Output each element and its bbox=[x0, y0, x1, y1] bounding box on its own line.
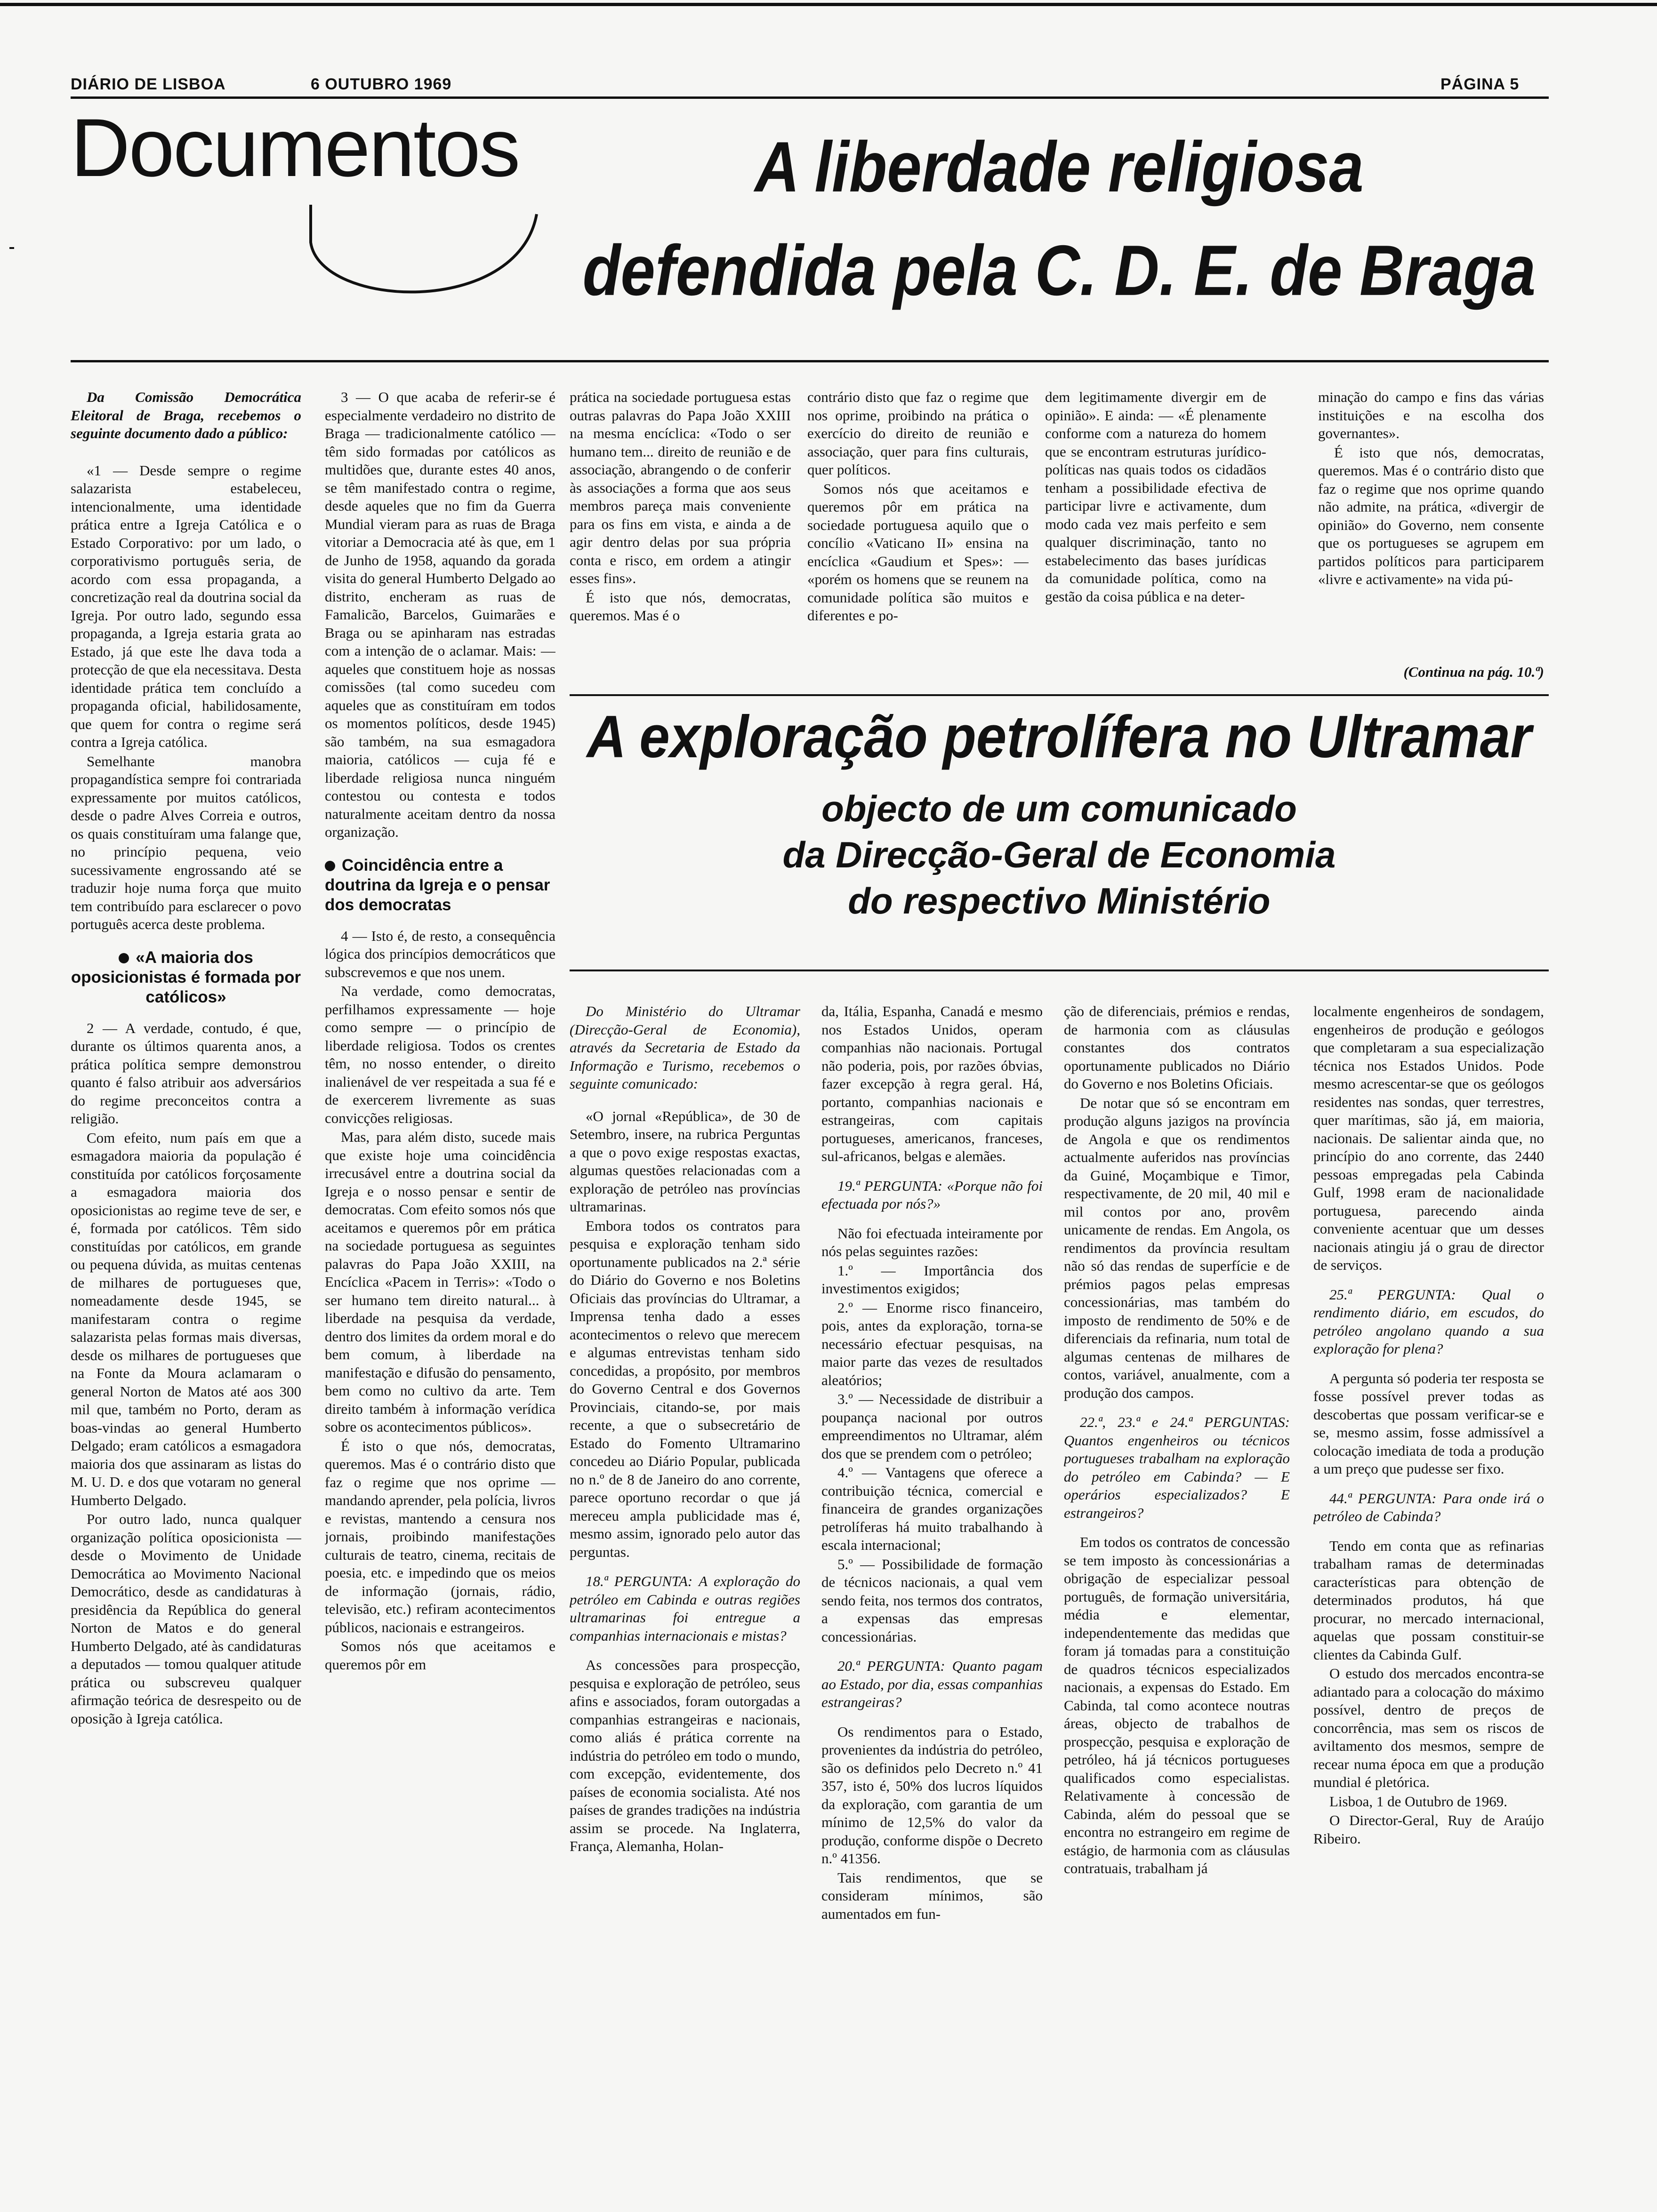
paragraph: da, Itália, Espanha, Canadá e mesmo nos Estados Unidos, operam companhias não nacionais. Portugal não poderia, pois, por razões óbvias, fazer excepção à regra geral. Há, portanto, companhias nacionais e estrangeiras, com capitais portugueses, americanos, franceses, sul-africanos, belgas e alemães. bbox=[821, 1003, 1043, 1164]
article1-column6 bbox=[1318, 388, 1544, 661]
paragraph: Lisboa, 1 de Outubro de 1969. bbox=[1329, 1793, 1507, 1810]
paragraph: dem legitimamente divergir em de opinião». E ainda: — «É plenamente conforme com a natureza do homem que se encontram estruturas jurídico-políticas nas quais todos os cidadãos tenham a possibilidade efectiva de participar livre e activamente, dum modo cada vez mais perfeito e sem qualquer discriminação, tanto no estabelecimento das bases jurídicas da comunidade política, como na gestão da coisa pública e na deter- bbox=[1045, 389, 1266, 605]
paper-name: DIÁRIO DE LISBOA bbox=[71, 75, 226, 93]
article1-column3 bbox=[570, 388, 791, 687]
paragraph: É isto que nós, democratas, queremos. Mas é o contrário disto que faz o regime que nos oprime quando não admite, na prática, «divergir de opinião» do Governo, nem consente que os portugueses se agrupem em partidos políticos para participarem «livre e activamente» na vida pú- bbox=[1318, 444, 1544, 587]
paragraph: De notar que só se encontram em produção alguns jazigos na província de Angola e que os rendimentos actualmente auferidos nas províncias da Guiné, Moçambique e Timor, respectivamente, de 20 mil, 40 mil e mil contos por ano, provêm unicamente de rendas. Em Angola, os rendimentos da província resultam não só das rendas de superfície e de prémios pagos pelas empresas concessionárias, mas também do imposto de rendimento de 50% e de diferenciais da refinaria, num total de algumas centenas de milhares de contos, variável, anualmente, com a produção dos campos. bbox=[1064, 1094, 1290, 1401]
paragraph: 4.º — Vantagens que oferece a contribuição técnica, comercial e financeira de grandes organizações petrolíferas há muito trabalhando à escala internacional; bbox=[821, 1464, 1043, 1553]
paragraph: localmente engenheiros de sondagem, engenheiros de produção e geólogos que completaram a sua especialização técnica nos Estados Unidos. Pode mesmo acrescentar-se que os geólogos residentes nas sondas, quer terrestres, quer marítimas, são já, em maioria, nacionais. De salientar ainda que, no princípio do ano corrente, das 2440 pessoas empregadas pela Cabinda Gulf, 1998 eram de nacionalidade portuguesa, parecendo ainda conveniente acentuar que um desses nacionais atingiu já o grau de director de serviços. bbox=[1313, 1003, 1544, 1273]
article1-column1 bbox=[71, 388, 301, 2205]
paragraph: As concessões para prospecção, pesquisa e exploração de petróleo, seus afins e associados, foram outorgadas a companhias estrangeiras e nacionais, como aliás é prática corrente na indústria do petróleo em todo o mundo, com excepção, evidentemente, dos países de economia socialista. Até nos países de grandes tradições na indústria assim se procede. Na Inglaterra, França, Alemanha, Holan- bbox=[570, 1657, 800, 1854]
article-separator bbox=[570, 694, 1549, 696]
paragraph: Não foi efectuada inteiramente por nós pelas seguintes razões: bbox=[821, 1225, 1043, 1259]
paragraph: contrário disto que faz o regime que nos oprime, proibindo na prática o exercício do direito de reunião e associação, quer para fins culturais, quer políticos. bbox=[807, 389, 1029, 478]
paragraph: Mas, para além disto, sucede mais que existe hoje uma coincidência irrecusável entre a doutrina social da Igreja e o nosso pensar e sentir de democratas. Com efeito somos nós que aceitamos e queremos pôr em prática na sociedade portuguesa as seguintes palavras do Papa João XXIII, na Encíclica «Pacem in Terris»: «Todo o ser humano tem direito natural... à liberdade na pesquisa da verdade, dentro dos limites da ordem moral e do bem comum, à liberdade na manifestação e difusão do pensamento, bem como no cultivo da arte. Tem direito também à informação verídica sobre os acontecimentos públicos». bbox=[325, 1129, 555, 1435]
paragraph: Somos nós que aceitamos e queremos pôr em bbox=[325, 1638, 555, 1673]
question-44: 44.ª PERGUNTA: Para onde irá o petróleo de Cabinda? bbox=[1313, 1490, 1544, 1524]
oil-subheadline-line3: do respectivo Ministério bbox=[848, 880, 1271, 922]
paragraph: Na verdade, como democratas, perfilhamos expressamente — hoje como sempre — o princípio de liberdade religiosa. Todos os crentes têm, no nosso entender, o direito inalienável de ver respeitada a sua fé e de exercerem livremente as suas convicções religiosas. bbox=[325, 983, 555, 1126]
signature-line: O Director-Geral, Ruy de Araújo Ribeiro. bbox=[1313, 1812, 1544, 1847]
paragraph: Somos nós que aceitamos e queremos pôr em prática na sociedade portuguesa aquilo que o concílio «Vaticano II» ensina na encíclica «Gaudium et Spes»: — «porém os homens que se reunem na comunidade política são muitos e diferentes e po- bbox=[807, 480, 1029, 624]
question-20: 20.ª PERGUNTA: Quanto pagam ao Estado, por dia, essas companhias estrangeiras? bbox=[821, 1658, 1043, 1710]
issue-date: 6 OUTUBRO 1969 bbox=[311, 75, 452, 93]
paragraph: O estudo dos mercados encontra-se adiantado para a colocação do máximo possível, dentro de preços de concorrência, mas sem os riscos de aviltamento dos mesmos, sempre de recear numa época em que a produção mundial é pletórica. bbox=[1313, 1665, 1544, 1790]
paragraph: 2 — A verdade, contudo, é que, durante os últimos quarenta anos, a prática política sempre demonstrou quanto é falso atribuir aos adversários do regime preconceitos contra a religião. bbox=[71, 1019, 301, 1127]
paragraph: Semelhante manobra propagandística sempre foi contrariada expressamente por muitos católicos, desde o padre Alves Correia e outros, os quais constituíram uma falange que, no princípio pequena, veio sucessivamente engrossando até se traduzir hoje numa força que muito tem contribuído para esclarecer o povo português acerca deste problema. bbox=[71, 753, 301, 932]
paragraph: Tendo em conta que as refinarias trabalham ramas de determinadas características para obtenção de determinados produtos, há que procurar, no mercado internacional, aquelas que possam constituir-se clientes da Cabinda Gulf. bbox=[1313, 1537, 1544, 1663]
paragraph: Por outro lado, nunca qualquer organização política oposicionista — desde o Movimento de Unidade Democrática ao Movimento Nacional Democrático, desde as candidaturas à presidência da República do general Norton de Matos e do general Humberto Delgado, até às candidaturas a deputados — tomou qualquer atitude prática ou subscreveu qualquer afirmação teórica de desrespeito ou de oposição à Igreja católica. bbox=[71, 1511, 301, 1727]
paragraph: Embora todos os contratos para pesquisa e exploração tenham sido oportunamente publicados na 2.ª série do Diário do Governo e nos Boletins Oficiais das províncias do Ultramar, a Imprensa tenha dado a esses acontecimentos o relevo que merecem e algumas entrevistas tenham sido concedidas, a propósito, por membros do Governo Central e dos Governos Provinciais, citando-se, por mais recente, a que o subsecretário de Estado do Fomento Ultramarino concedeu ao Diário Popular, publicada no n.º de 8 de Janeiro do ano corrente, parece oportuno recordar o que já mereceu ampla publicidade mas é, mesmo assim, ignorado pelo autor das perguntas. bbox=[570, 1217, 800, 1560]
paragraph: A pergunta só poderia ter resposta se fosse possível prever todas as descobertas que possam verificar-se e se, mesmo assim, fosse admissível a colocação imediata de toda a produção a um preço que pudesse ser fixo. bbox=[1313, 1370, 1544, 1477]
headline-rule bbox=[71, 360, 1549, 362]
headline-religious-freedom-line1: A liberdade religiosa bbox=[755, 127, 1364, 207]
paragraph: «O jornal «República», de 30 de Setembro, insere, na rubrica Perguntas a que o povo exige respostas exactas, algumas questões relacionadas com a exploração de petróleo nas províncias ultramarinas. bbox=[570, 1107, 800, 1215]
margin-mark bbox=[9, 247, 14, 249]
paragraph: 3.º — Necessidade de distribuir a poupança nacional por outros empreendimentos no Ultramar, além dos que se prendem com o petróleo; bbox=[821, 1391, 1043, 1462]
subheading-majority-catholics: «A maioria dos oposicionistas é formada por católicos» bbox=[71, 948, 301, 1006]
bullet-icon bbox=[325, 861, 335, 871]
paragraph: prática na sociedade portuguesa estas outras palavras do Papa João XXIII na mesma encíclica: «Todo o ser humano tem... direito de reunião e de associação, abrangendo o de conferir às associações a forma que aos seus membros pareça mais conveniente para os fins em vista, e ainda a de agir dentro delas por sua própria conta e risco, em ordem a atingir esses fins». bbox=[570, 389, 791, 586]
paragraph: Em todos os contratos de concessão se tem imposto às concessionárias a obrigação de especializar pessoal português, de formação universitária, média e elementar, independentemente das medidas que foram já tomadas para a constituição de quadros técnicos especializados nacionais, a expensas do Estado. Em Cabinda, tal como acontece noutras áreas, objecto de trabalhos de prospecção, pesquisa e exploração de petróleo, há já técnicos portugueses qualificados como especialistas. Relativamente à concessão de Cabinda, além do pessoal que se encontra no estrangeiro em regime de estágio, de harmonia com as cláusulas contratuais, trabalham já bbox=[1064, 1534, 1290, 1876]
paragraph: 3 — O que acaba de referir-se é especialmente verdadeiro no distrito de Braga — tradicionalmente católico — têm sido formadas por católicos as multidões que, durante estes 40 anos, se têm manifestado contra o regime, desde aqueles que no fim da Guerra Mundial vieram para as ruas de Braga vitoriar a Democracia até às que, em 1 de Junho de 1958, aquando da gorada visita do general Humberto Delgado ao distrito, encheram as ruas de Famalicão, Barcelos, Guimarães e Braga ou se apinharam nas estradas com a intenção de o aclamar. Mais: — aqueles que constituem hoje as nossas comissões (tal como sucedeu com aqueles que as constituíram em todos os momentos políticos, desde 1945) são também, na sua esmagadora maioria, católicos — cuja fé e liberdade religiosa nunca ninguém contestou ou contesta e todos naturalmente aceitam dentro da nossa organização. bbox=[325, 389, 555, 840]
paragraph: minação do campo e fins das várias instituições e na escolha dos governantes». bbox=[1318, 389, 1544, 441]
page-number: PÁGINA 5 bbox=[1440, 75, 1520, 93]
bullet-icon bbox=[119, 953, 129, 963]
oil-subheadline-line1: objecto de um comunicado bbox=[821, 788, 1297, 829]
article2-column4 bbox=[1313, 1002, 1544, 2207]
article2-column1 bbox=[570, 1002, 800, 2207]
section-title-swoosh bbox=[301, 186, 546, 341]
paragraph: Com efeito, num país em que a esmagadora maioria da população é constituída por católicos forçosamente a esmagadora maioria dos oposicionistas ao regime teve de ser, e é, formada por católicos. Têm sido constituídas por católicos, em grande ou pequena dúvida, as muitas centenas de milhares de portugueses que, nomeadamente desde 1945, se manifestaram contra o regime salazarista pelas formas mais diversas, desde os milhares de portugueses que na Fonte da Moura aclamaram o general Norton de Matos até aos 300 mil que, também no Porto, deram as boas-vindas ao general Humberto Delgado; eram católicos a esmagadora maioria dos que assinaram as listas do M. U. D. e dos que votaram no general Humberto Delgado. bbox=[71, 1129, 301, 1508]
section-title: Documentos bbox=[71, 102, 519, 194]
paragraph: «1 — Desde sempre o regime salazarista estabeleceu, intencionalmente, uma identidade prática entre a Igreja Católica e o Estado Corporativo: por um lado, o corporativismo português seria, de acordo com essa propaganda, a concretização real da doutrina social da Igreja. Por outro lado, segundo essa propaganda, a Igreja estaria grata ao Estado, já que este lhe dava toda a protecção de que ela necessitava. Desta identidade prática tem concluído a propaganda oficial, habilidosamente, que quem for contra o regime será contra a Igreja católica. bbox=[71, 462, 301, 750]
article1-column2 bbox=[325, 388, 555, 2205]
paragraph: 2.º — Enorme risco financeiro, pois, antes da exploração, torna-se necessário efectuar pesquisas, na maior parte das vezes de resultados aleatórios; bbox=[821, 1299, 1043, 1388]
headline-religious-freedom-line2: defendida pela C. D. E. de Braga bbox=[582, 230, 1536, 310]
oil-headline-rule bbox=[570, 970, 1549, 971]
paragraph: Tais rendimentos, que se consideram mínimos, são aumentados em fun- bbox=[821, 1869, 1043, 1922]
oil-subheadline-line2: da Direcção-Geral de Economia bbox=[782, 834, 1336, 875]
article2-column3 bbox=[1064, 1002, 1290, 2207]
top-rule bbox=[0, 3, 1657, 6]
article1-column5 bbox=[1045, 388, 1266, 687]
article1-column4 bbox=[807, 388, 1029, 687]
paragraph: 1.º — Importância dos investimentos exigidos; bbox=[821, 1262, 1043, 1297]
continued-note: (Continua na pág. 10.ª) bbox=[1403, 664, 1544, 680]
question-25: 25.ª PERGUNTA: Qual o rendimento diário, em escudos, do petróleo angolano quando a sua exploração for plena? bbox=[1313, 1286, 1544, 1357]
question-18: 18.ª PERGUNTA: A exploração do petróleo em Cabinda e outras regiões ultramarinas foi entregue a companhias internacionais e mistas? bbox=[570, 1573, 800, 1644]
paragraph: 4 — Isto é, de resto, a consequência lógica dos princípios democráticos que subscrevemos e que nos unem. bbox=[325, 927, 555, 980]
paragraph: Os rendimentos para o Estado, provenientes da indústria do petróleo, são os definidos pelo Decreto n.º 41 357, isto é, 50% dos lucros líquidos da exploração, com garantia de um mínimo de 12,5% do valor da produção, conforme dispõe o Decreto n.º 41356. bbox=[821, 1723, 1043, 1867]
headline-oil-exploration: A exploração petrolífera no Ultramar bbox=[587, 703, 1532, 770]
paragraph: É isto que nós, democratas, queremos. Mas é o bbox=[570, 589, 791, 624]
article1-intro: Da Comissão Democrática Eleitoral de Braga, recebemos o seguinte documento dado a público: bbox=[71, 389, 301, 441]
article2-column2 bbox=[821, 1002, 1043, 2207]
subheading-doctrine-coincidence: Coincidência entre a doutrina da Igreja e o pensar dos democratas bbox=[325, 856, 550, 914]
questions-22-24: 22.ª, 23.ª e 24.ª PERGUNTAS: Quantos engenheiros ou técnicos portugueses trabalham na exploração do petróleo em Cabinda? — E operários especializados? E estrangeiros? bbox=[1064, 1414, 1290, 1521]
question-19: 19.ª PERGUNTA: «Porque não foi efectuada por nós?» bbox=[821, 1177, 1043, 1212]
article2-intro: Do Ministério do Ultramar (Direcção-Geral de Economia), através da Secretaria de Estado da Informação e Turismo, recebemos o seguinte comunicado: bbox=[570, 1003, 800, 1092]
header-rule bbox=[71, 96, 1549, 99]
paragraph: É isto o que nós, democratas, queremos. Mas é o contrário disto que faz o regime que nos oprime — mandando aprender, pela polícia, livros e revistas, mantendo a censura nos jornais, proibindo manifestações culturais de teatro, cinema, recitais de poesia, etc. e impedindo que os meios de informação (jornais, rádio, televisão, etc.) refiram acontecimentos públicos, nacionais e estrangeiros. bbox=[325, 1437, 555, 1635]
paragraph: 5.º — Possibilidade de formação de técnicos nacionais, a qual vem sendo feita, nos termos dos contratos, a expensas das empresas concessionárias. bbox=[821, 1555, 1043, 1645]
paragraph: ção de diferenciais, prémios e rendas, de harmonia com as cláusulas constantes dos contratos oportunamente publicados no Diário do Governo e nos Boletins Oficiais. bbox=[1064, 1003, 1290, 1092]
